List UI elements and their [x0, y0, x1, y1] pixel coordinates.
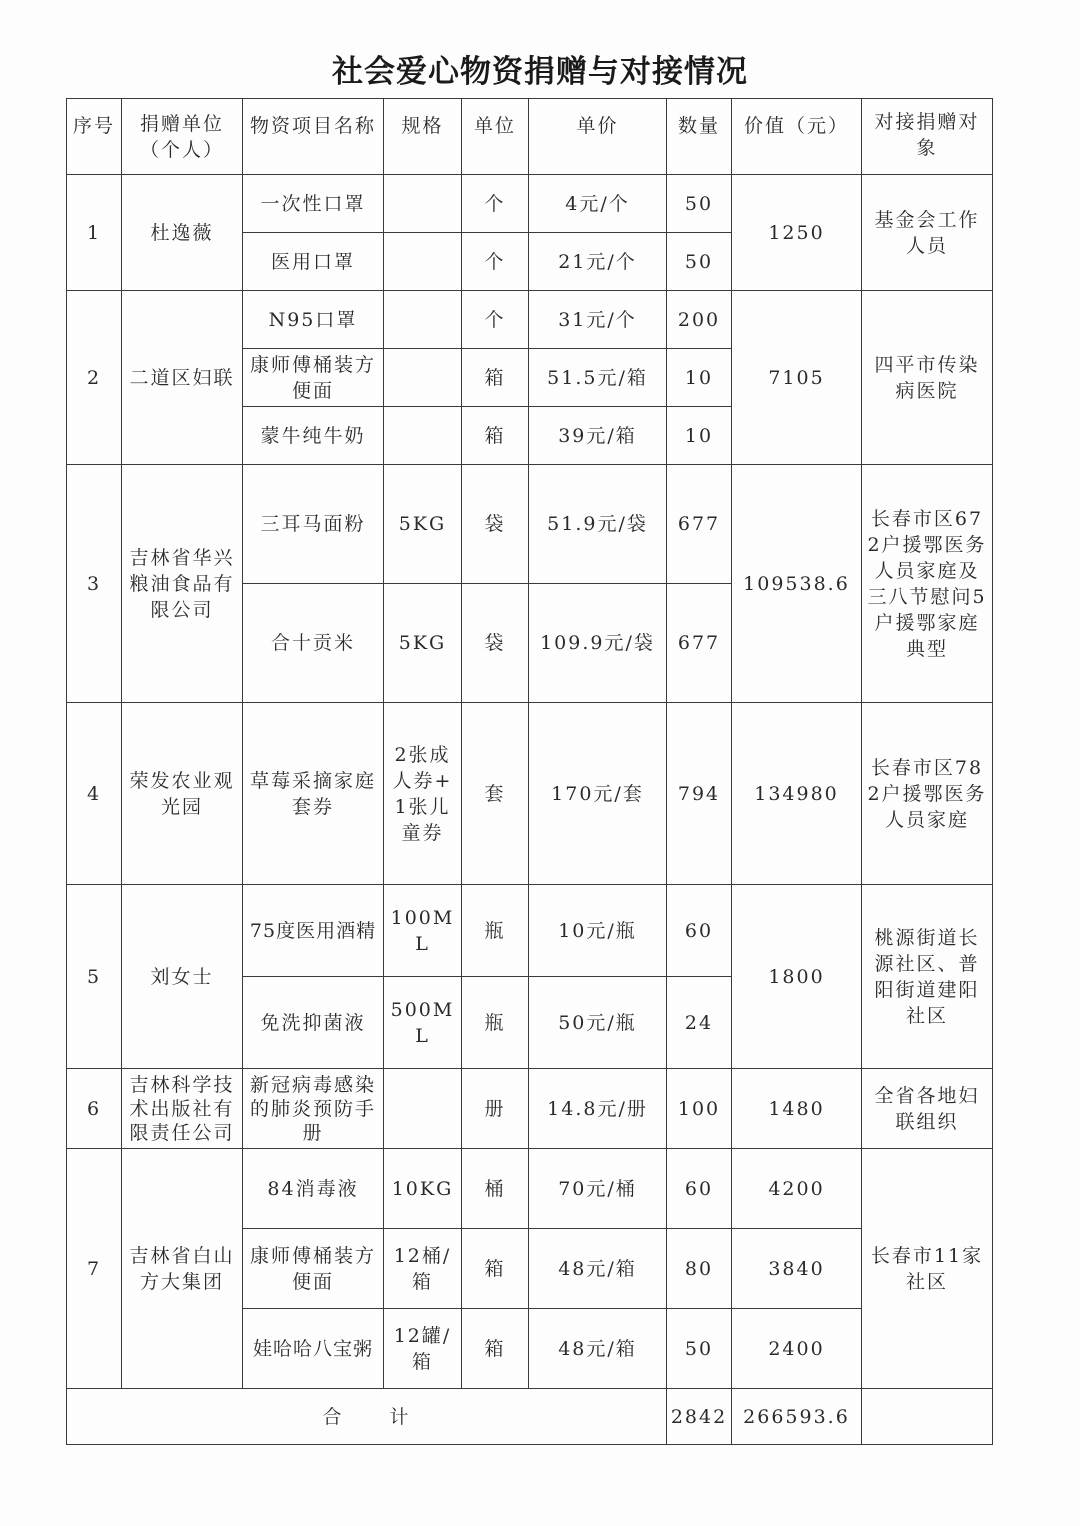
- unit-cell: 箱: [462, 1309, 529, 1389]
- table-row: [67, 465, 993, 584]
- header-seq: 序号: [67, 99, 122, 175]
- item-cell: N95口罩: [243, 291, 384, 349]
- value-cell: 1250: [732, 175, 862, 291]
- total-label-2: 计: [389, 1405, 411, 1428]
- seq-cell: 4: [67, 703, 122, 885]
- spec-cell: [384, 233, 462, 291]
- recipient-cell: 基金会工作人员: [862, 175, 993, 291]
- table-body: [67, 175, 993, 1445]
- header-value: 价值（元）: [732, 99, 862, 175]
- seq-cell: 5: [67, 885, 122, 1069]
- qty-cell: 50: [667, 175, 732, 233]
- price-cell: 70元/桶: [529, 1149, 667, 1229]
- spec-cell: 5KG: [384, 584, 462, 703]
- qty-cell: 200: [667, 291, 732, 349]
- recipient-cell: 桃源街道长源社区、普阳街道建阳社区: [862, 885, 993, 1069]
- spec-cell: [384, 349, 462, 407]
- total-row: [67, 1389, 993, 1445]
- total-value: 266593.6: [732, 1389, 862, 1445]
- unit-cell: 瓶: [462, 885, 529, 977]
- qty-cell: 10: [667, 349, 732, 407]
- value-cell: 7105: [732, 291, 862, 465]
- qty-cell: 677: [667, 465, 732, 584]
- qty-cell: 677: [667, 584, 732, 703]
- seq-cell: 1: [67, 175, 122, 291]
- item-cell: 娃哈哈八宝粥: [243, 1309, 384, 1389]
- header-donor-line1: 捐赠单位: [139, 113, 224, 135]
- item-cell: 75度医用酒精: [243, 885, 384, 977]
- price-cell: 4元/个: [529, 175, 667, 233]
- price-cell: 39元/箱: [529, 407, 667, 465]
- qty-cell: 60: [667, 885, 732, 977]
- price-cell: 21元/个: [529, 233, 667, 291]
- price-cell: 10元/瓶: [529, 885, 667, 977]
- qty-cell: 80: [667, 1229, 732, 1309]
- unit-cell: 箱: [462, 349, 529, 407]
- total-label-1: 合: [322, 1405, 344, 1428]
- unit-cell: 个: [462, 175, 529, 233]
- qty-cell: 50: [667, 233, 732, 291]
- header-price: 单价: [529, 99, 667, 175]
- price-cell: 51.5元/箱: [529, 349, 667, 407]
- header-donor: [122, 99, 243, 175]
- qty-cell: 60: [667, 1149, 732, 1229]
- seq-cell: 7: [67, 1149, 122, 1389]
- recipient-cell: 四平市传染病医院: [862, 291, 993, 465]
- qty-cell: 24: [667, 977, 732, 1069]
- donation-table: [66, 98, 993, 1445]
- unit-cell: 箱: [462, 1229, 529, 1309]
- spec-cell: [384, 175, 462, 233]
- item-cell: 合十贡米: [243, 584, 384, 703]
- item-cell: 一次性口罩: [243, 175, 384, 233]
- header-item: 物资项目名称: [243, 99, 384, 175]
- header-unit: 单位: [462, 99, 529, 175]
- spec-cell: 2张成人券+1张儿童券: [384, 703, 462, 885]
- unit-cell: 桶: [462, 1149, 529, 1229]
- qty-cell: 100: [667, 1069, 732, 1149]
- price-cell: 14.8元/册: [529, 1069, 667, 1149]
- donor-cell: 刘女士: [122, 885, 243, 1069]
- spec-cell: [384, 1069, 462, 1149]
- spec-cell: 500ML: [384, 977, 462, 1069]
- spec-cell: 10KG: [384, 1149, 462, 1229]
- unit-cell: 袋: [462, 584, 529, 703]
- donor-cell: 吉林省华兴粮油食品有限公司: [122, 465, 243, 703]
- price-cell: 50元/瓶: [529, 977, 667, 1069]
- price-cell: 31元/个: [529, 291, 667, 349]
- donor-cell: 吉林省白山方大集团: [122, 1149, 243, 1389]
- table-row: [67, 1149, 993, 1229]
- table-row: [67, 885, 993, 977]
- seq-cell: 6: [67, 1069, 122, 1149]
- seq-cell: 2: [67, 291, 122, 465]
- donor-cell: 二道区妇联: [122, 291, 243, 465]
- item-cell: 蒙牛纯牛奶: [243, 407, 384, 465]
- item-cell: 免洗抑菌液: [243, 977, 384, 1069]
- item-cell: 新冠病毒感染的肺炎预防手册: [243, 1069, 384, 1149]
- table-row: [67, 291, 993, 349]
- value-cell: 4200: [732, 1149, 862, 1229]
- total-label: [67, 1389, 667, 1445]
- recipient-cell: 长春市区672户援鄂医务人员家庭及三八节慰问5户援鄂家庭典型: [862, 465, 993, 703]
- qty-cell: 10: [667, 407, 732, 465]
- qty-cell: 794: [667, 703, 732, 885]
- unit-cell: 个: [462, 291, 529, 349]
- table-row: [67, 703, 993, 885]
- total-qty: 2842: [667, 1389, 732, 1445]
- unit-cell: 箱: [462, 407, 529, 465]
- price-cell: 51.9元/袋: [529, 465, 667, 584]
- price-cell: 48元/箱: [529, 1229, 667, 1309]
- value-cell: 134980: [732, 703, 862, 885]
- spec-cell: [384, 291, 462, 349]
- price-cell: 48元/箱: [529, 1309, 667, 1389]
- price-cell: 109.9元/袋: [529, 584, 667, 703]
- price-cell: 170元/套: [529, 703, 667, 885]
- table-header: [67, 99, 993, 175]
- item-cell: 医用口罩: [243, 233, 384, 291]
- spec-cell: 100ML: [384, 885, 462, 977]
- unit-cell: 套: [462, 703, 529, 885]
- value-cell: 1800: [732, 885, 862, 1069]
- seq-cell: 3: [67, 465, 122, 703]
- spec-cell: 12桶/箱: [384, 1229, 462, 1309]
- recipient-cell: 全省各地妇联组织: [862, 1069, 993, 1149]
- recipient-cell: 长春市11家社区: [862, 1149, 993, 1389]
- value-cell: 2400: [732, 1309, 862, 1389]
- donor-cell: 杜逸薇: [122, 175, 243, 291]
- header-spec: 规格: [384, 99, 462, 175]
- table-row: [67, 1069, 993, 1149]
- donor-cell: 荣发农业观光园: [122, 703, 243, 885]
- table-row: [67, 175, 993, 233]
- spec-cell: 12罐/箱: [384, 1309, 462, 1389]
- unit-cell: 个: [462, 233, 529, 291]
- page-title: 社会爱心物资捐赠与对接情况: [332, 54, 748, 90]
- header-qty: 数量: [667, 99, 732, 175]
- item-cell: 84消毒液: [243, 1149, 384, 1229]
- recipient-cell: 长春市区782户援鄂医务人员家庭: [862, 703, 993, 885]
- header-row: [67, 99, 993, 175]
- value-cell: 3840: [732, 1229, 862, 1309]
- qty-cell: 50: [667, 1309, 732, 1389]
- spec-cell: [384, 407, 462, 465]
- donor-cell: 吉林科学技术出版社有限责任公司: [122, 1069, 243, 1149]
- spec-cell: 5KG: [384, 465, 462, 584]
- unit-cell: 册: [462, 1069, 529, 1149]
- value-cell: 1480: [732, 1069, 862, 1149]
- total-recipient: [862, 1389, 993, 1445]
- value-cell: 109538.6: [732, 465, 862, 703]
- item-cell: 康师傅桶装方便面: [243, 349, 384, 407]
- item-cell: 康师傅桶装方便面: [243, 1229, 384, 1309]
- header-donor-line2: （个人）: [139, 139, 224, 161]
- unit-cell: 瓶: [462, 977, 529, 1069]
- item-cell: 三耳马面粉: [243, 465, 384, 584]
- item-cell: 草莓采摘家庭套券: [243, 703, 384, 885]
- header-recipient: 对接捐赠对象: [862, 99, 993, 175]
- unit-cell: 袋: [462, 465, 529, 584]
